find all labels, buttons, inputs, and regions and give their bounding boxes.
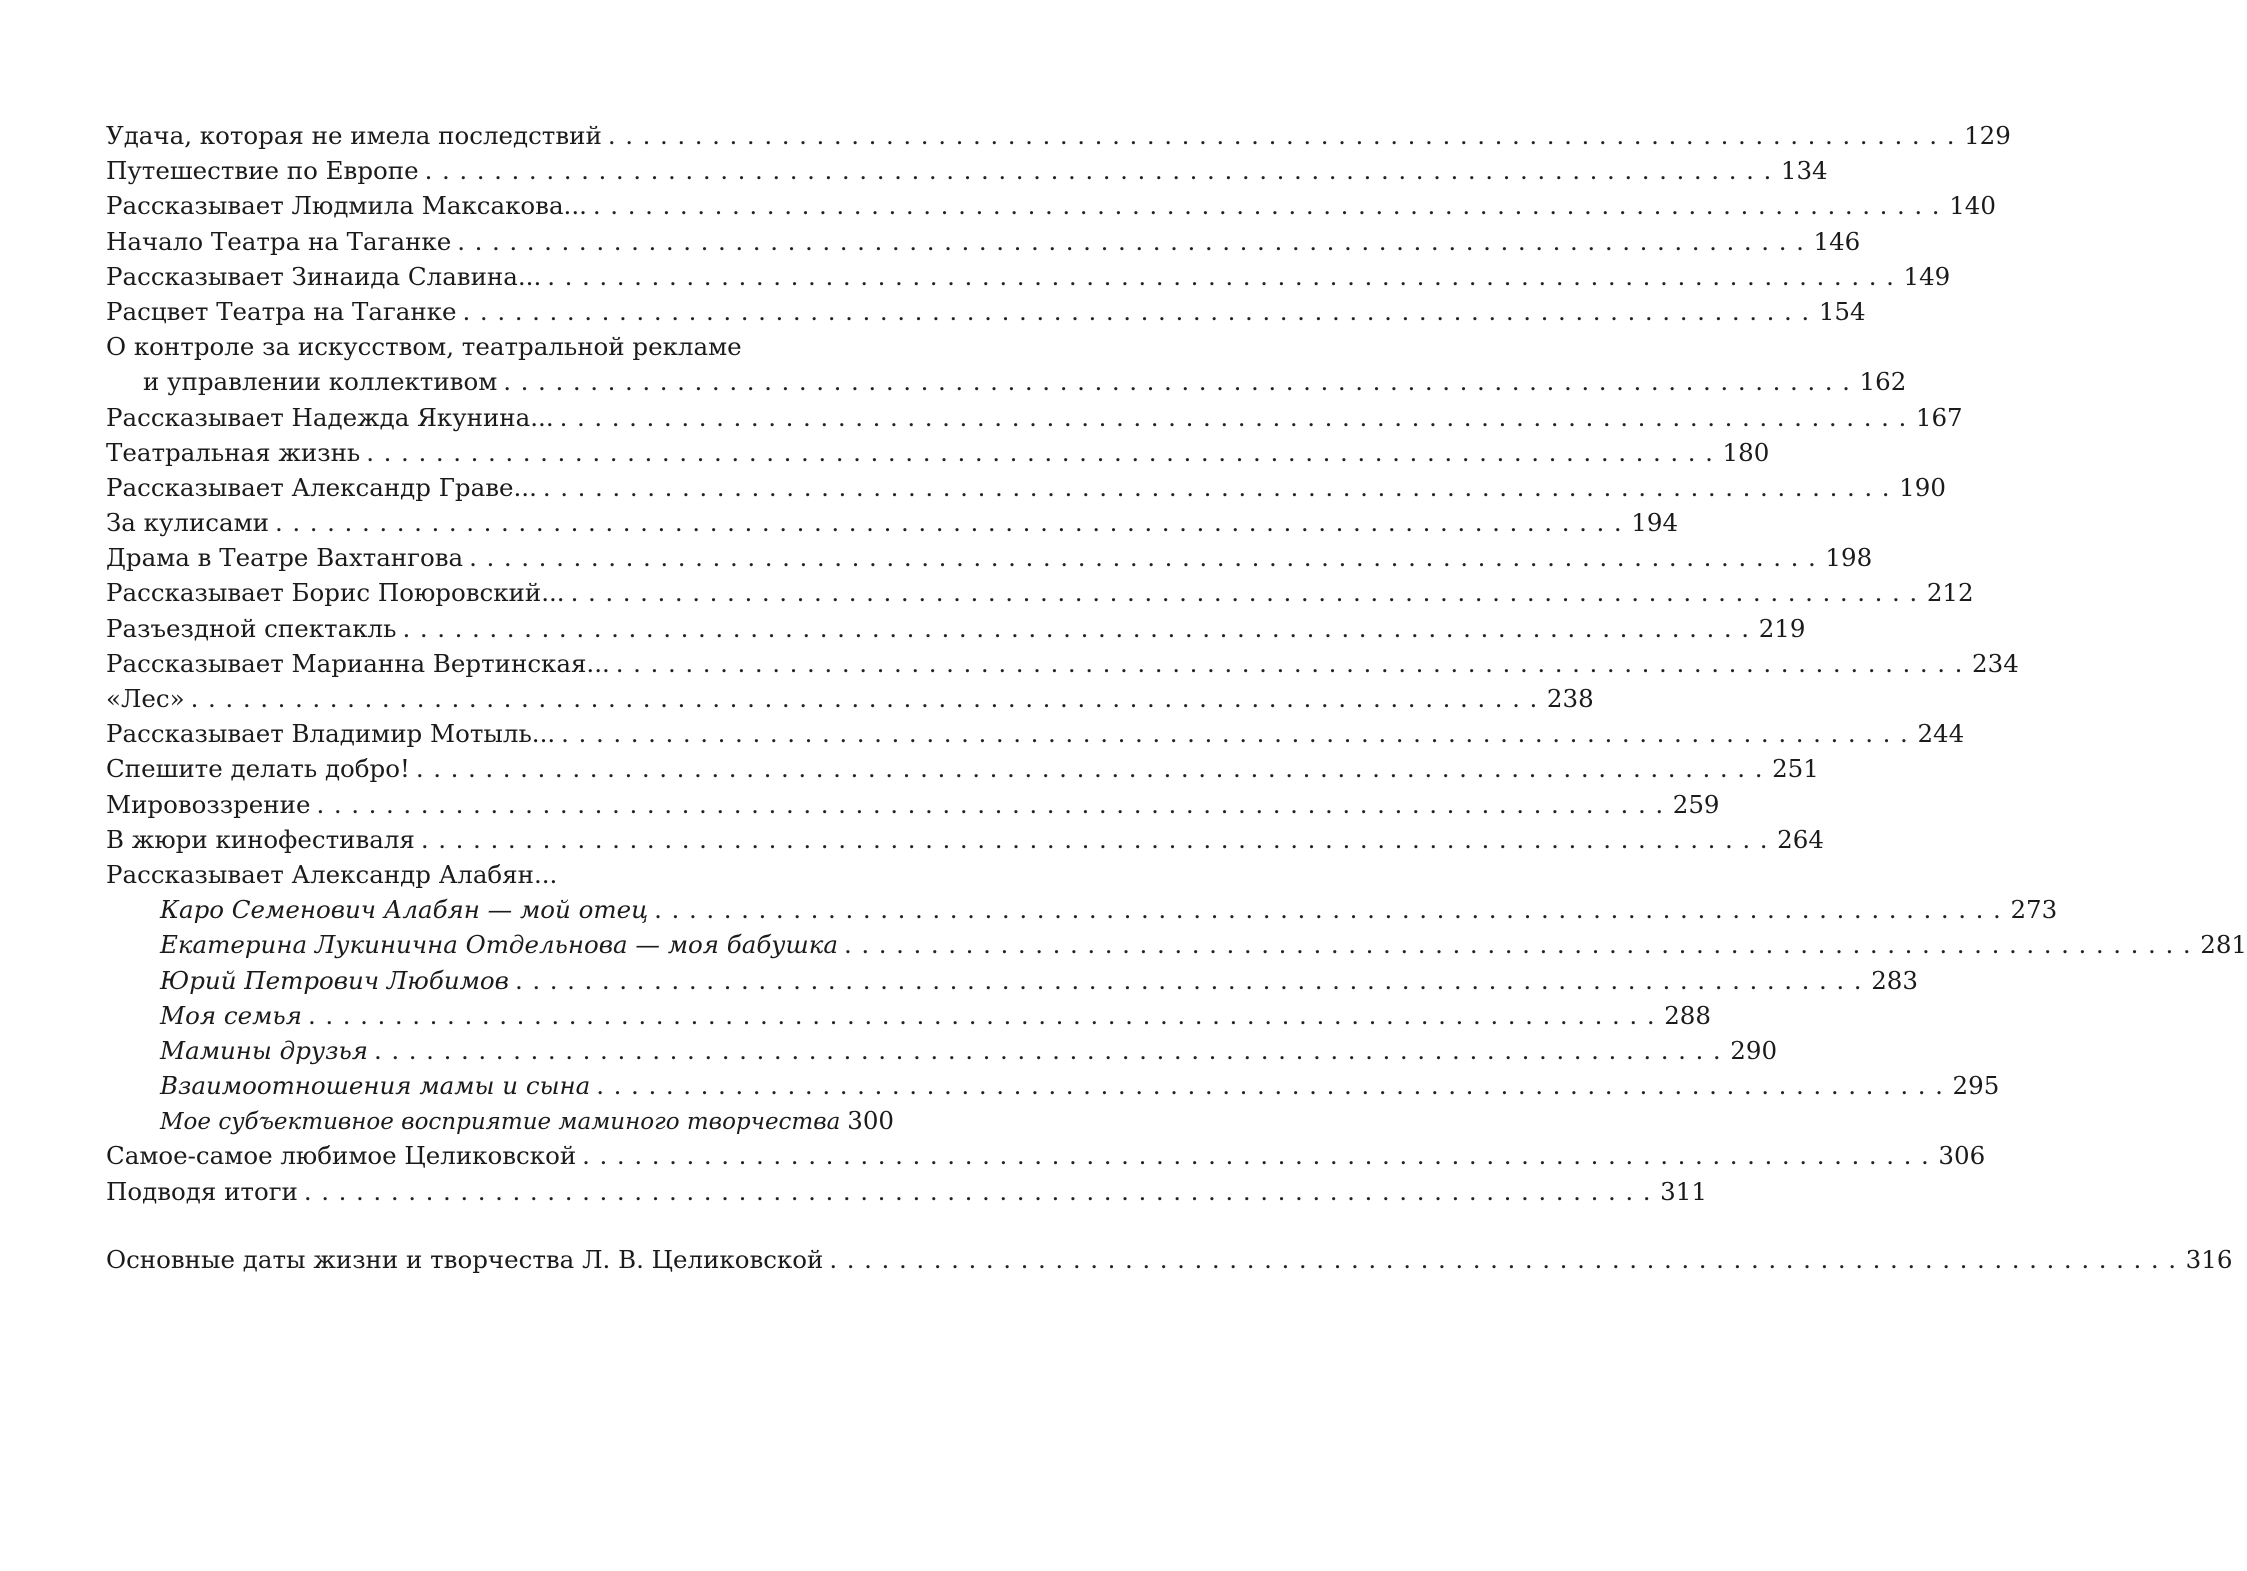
toc-entry-page: 149	[1904, 259, 1951, 294]
toc-subentry	[106, 1068, 2000, 1103]
toc-subentry	[106, 1033, 1778, 1068]
toc-entry	[106, 505, 1679, 540]
dot-leader	[846, 1103, 847, 1138]
toc-entry-title: Расцвет Театра на Таганке	[106, 294, 463, 329]
dot-leader: ..............................................................................	[547, 261, 1904, 291]
toc-entry-title: Екатерина Лукинична Отдельнова — моя бабушка	[160, 927, 844, 962]
toc-entry	[106, 118, 2011, 153]
toc-entry-title: Каро Семенович Алабян — мой отец	[160, 892, 654, 927]
toc-entry-title: Рассказывает Надежда Якунина...	[106, 400, 560, 435]
toc-entry-title: За кулисами	[106, 505, 275, 540]
dot-leader: ..............................................................................	[469, 543, 1826, 573]
toc-entry	[106, 435, 1770, 470]
dot-leader: ..............................................................................	[462, 296, 1819, 326]
toc-entry	[106, 259, 1951, 294]
toc-entry-page: 295	[1953, 1068, 2000, 1103]
toc-entry-heading-line	[106, 329, 894, 364]
dot-leader: ..............................................................................	[582, 1141, 1939, 1171]
toc-entry	[106, 470, 1946, 505]
toc-entry-title: Разъездной спектакль	[106, 611, 402, 646]
dot-leader: ..............................................................................	[829, 1244, 2186, 1274]
toc-entry-page: 167	[1916, 400, 1963, 435]
toc-entry-title: Путешествие по Европе	[106, 153, 425, 188]
toc-entry-title: Рассказывает Марианна Вертинская...	[106, 646, 616, 681]
toc-entry-page: 283	[1871, 963, 1918, 998]
toc-entry-page: 154	[1819, 294, 1866, 329]
toc-entry-page: 129	[1964, 118, 2011, 153]
dot-leader: ..............................................................................	[402, 613, 1759, 643]
toc-entry-page: 273	[2010, 892, 2057, 927]
dot-leader: ..............................................................................	[596, 1071, 1953, 1101]
toc-subentry	[106, 1103, 894, 1138]
dot-leader: ..............................................................................	[654, 895, 2011, 925]
dot-leader: ..............................................................................	[424, 156, 1781, 186]
dot-leader: ..............................................................................	[592, 191, 1950, 221]
toc-entry-title: Рассказывает Александр Граве...	[106, 470, 543, 505]
toc-entry	[106, 681, 1594, 716]
toc-entry-page: 316	[2186, 1242, 2233, 1277]
toc-entry	[106, 575, 1974, 610]
toc-entry	[106, 611, 1806, 646]
toc-subentry	[106, 998, 1711, 1033]
toc-entry-title: Рассказывает Владимир Мотыль...	[106, 716, 561, 751]
toc-entry-title: Рассказывает Людмила Максакова...	[106, 188, 593, 223]
toc-entry-page: 306	[1938, 1138, 1985, 1173]
dot-leader: ..............................................................................	[303, 1176, 1661, 1206]
dot-leader: ..............................................................................	[542, 472, 1900, 502]
toc-entry	[106, 153, 1828, 188]
toc-entry-title: «Лес»	[106, 681, 191, 716]
toc-entry	[106, 294, 1866, 329]
toc-entry-title: Мамины друзья	[160, 1033, 374, 1068]
toc-entry-title: Театральная жизнь	[106, 435, 366, 470]
toc-entry	[106, 188, 1996, 223]
toc-entry-title: Взаимоотношения мамы и сына	[160, 1068, 596, 1103]
dot-leader: ..............................................................................	[570, 578, 1927, 608]
dot-leader: ..............................................................................	[275, 508, 1632, 538]
toc-entry-page: 300	[847, 1103, 894, 1138]
toc-entry-title: Юрий Петрович Любимов	[160, 963, 515, 998]
toc-entry-title: Начало Театра на Таганке	[106, 224, 457, 259]
toc-entry-page: 288	[1664, 998, 1711, 1033]
toc-entry-page: 162	[1860, 364, 1907, 399]
toc-entry-page: 219	[1759, 611, 1806, 646]
toc-entry	[106, 822, 1824, 857]
dot-leader: ..............................................................................	[457, 226, 1814, 256]
dot-leader: ..............................................................................	[415, 754, 1773, 784]
dot-leader: ..............................................................................	[366, 437, 1723, 467]
dot-leader: ..............................................................................	[843, 930, 2201, 960]
toc-entry-page: 234	[1972, 646, 2019, 681]
toc-entry-title: В жюри кинофестиваля	[106, 822, 421, 857]
toc-entry-page: 311	[1660, 1174, 1707, 1209]
table-of-contents	[106, 118, 2247, 1277]
toc-subentry	[106, 963, 1918, 998]
dot-leader: ..............................................................................	[503, 367, 1860, 397]
toc-entry-page: 264	[1777, 822, 1824, 857]
dot-leader: ..............................................................................	[615, 648, 1973, 678]
toc-entry-title: Спешите делать добро!	[106, 751, 416, 786]
toc-entry-page: 190	[1899, 470, 1946, 505]
toc-entry-title: Мое субъективное восприятие маминого творчества	[160, 1105, 846, 1140]
toc-entry-page: 238	[1547, 681, 1594, 716]
dot-leader: ..............................................................................	[607, 121, 1965, 150]
dot-leader: ..............................................................................	[561, 719, 1918, 749]
toc-entry	[106, 1174, 1707, 1209]
dot-leader: ..............................................................................	[420, 824, 1778, 854]
dot-leader: ..............................................................................	[374, 1035, 1731, 1065]
toc-entry-title: Рассказывает Александр Алабян...	[106, 859, 558, 889]
toc-entry-title: Рассказывает Зинаида Славина...	[106, 259, 547, 294]
toc-entry-title: Моя семья	[160, 998, 308, 1033]
toc-entry-title: Мировоззрение	[106, 787, 316, 822]
toc-entry-page: 134	[1781, 153, 1828, 188]
toc-entry-title: Основные даты жизни и творчества Л. В. Целиковской	[106, 1242, 829, 1277]
toc-entry-page: 244	[1917, 716, 1964, 751]
toc-entry	[106, 646, 2019, 681]
toc-entry-page: 146	[1813, 224, 1860, 259]
toc-entry-title: Самое-самое любимое Целиковской	[106, 1138, 582, 1173]
dot-leader: ..............................................................................	[316, 789, 1673, 819]
toc-entry-title: Драма в Театре Вахтангова	[106, 540, 469, 575]
toc-entry-page: 281	[2200, 927, 2247, 962]
toc-entry-continuation	[106, 364, 1907, 399]
toc-entry	[106, 751, 1819, 786]
toc-entry	[106, 224, 1861, 259]
toc-entry-title: Рассказывает Борис Поюровский...	[106, 575, 571, 610]
dot-leader: ..............................................................................	[190, 684, 1547, 713]
toc-entry-page: 198	[1825, 540, 1872, 575]
dot-leader: ..............................................................................	[514, 965, 1872, 995]
toc-entry	[106, 716, 1965, 751]
toc-entry-title: Подводя итоги	[106, 1174, 304, 1209]
toc-section-heading	[106, 857, 894, 892]
toc-entry	[106, 540, 1873, 575]
toc-entry-page: 259	[1673, 787, 1720, 822]
toc-subentry	[106, 892, 2058, 927]
toc-entry-appendix	[106, 1242, 2233, 1277]
toc-entry-page: 290	[1730, 1033, 1777, 1068]
toc-entry-page: 212	[1927, 575, 1974, 610]
toc-entry	[106, 1138, 1986, 1173]
toc-entry	[106, 400, 1963, 435]
toc-entry-page: 194	[1631, 505, 1678, 540]
toc-entry-page: 251	[1772, 751, 1819, 786]
toc-entry-title: О контроле за искусством, театральной рекламе	[106, 332, 742, 362]
toc-entry-title: Удача, которая не имела последствий	[106, 118, 608, 153]
toc-entry-page: 140	[1949, 188, 1996, 223]
toc-entry-page: 180	[1723, 435, 1770, 470]
toc-entry	[106, 787, 1720, 822]
dot-leader: ..............................................................................	[307, 1000, 1665, 1030]
toc-entry-title: и управлении коллективом	[143, 364, 503, 399]
dot-leader: ..............................................................................	[559, 402, 1916, 432]
toc-subentry	[106, 927, 2247, 962]
